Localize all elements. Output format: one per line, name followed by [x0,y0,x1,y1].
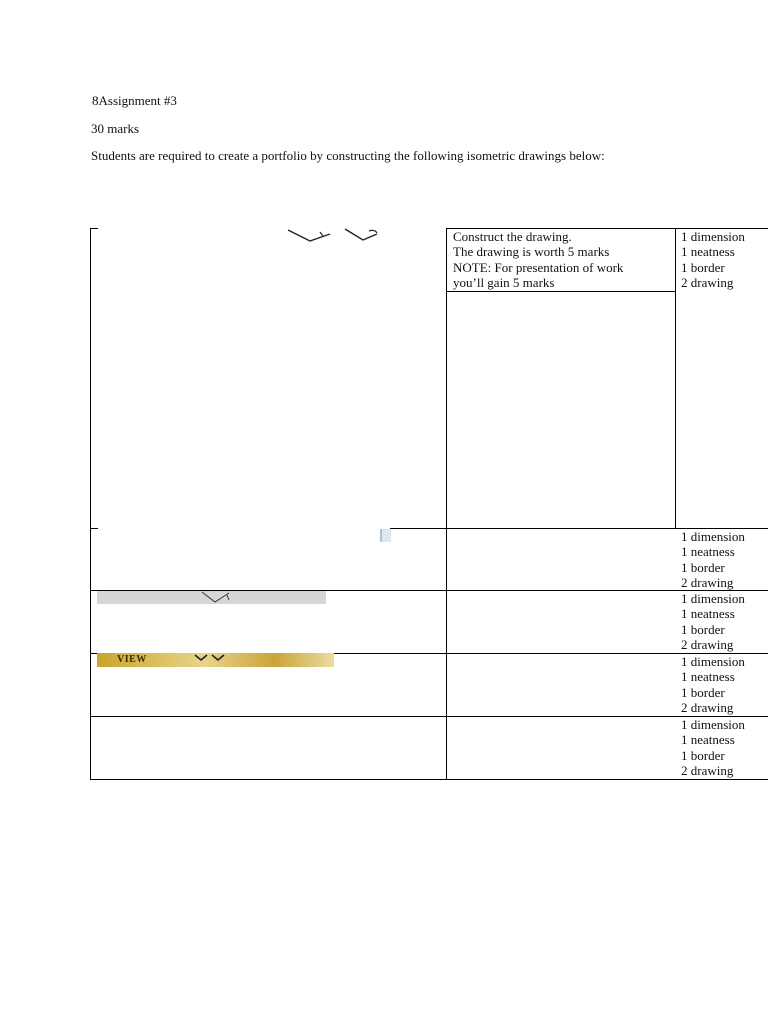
grey-image-strip [97,591,326,604]
rubric-border: 1 border [681,685,725,700]
rubric-dimension: 1 dimension [681,717,745,732]
table-left-border [90,228,91,780]
instruction-cell-divider [446,291,675,292]
column-divider-2 [675,228,676,528]
rubric-neatness: 1 neatness [681,732,735,747]
rubric-dimension: 1 dimension [681,654,745,669]
table-bottom-border [90,779,768,780]
instructions: Students are required to create a portfolio by constructing the following isometric drawings below: [91,148,605,163]
rubric-border: 1 border [681,260,725,275]
rubric-border: 1 border [681,748,725,763]
view-chevron-icon [197,590,247,606]
rubric-border: 1 border [681,560,725,575]
rubric-neatness: 1 neatness [681,669,735,684]
table-top-left-tick [90,228,98,229]
blue-mark [380,529,391,542]
row-tick [90,528,98,529]
rubric-drawing: 2 drawing [681,700,734,715]
rubric-dimension: 1 dimension [681,591,745,606]
total-marks: 30 marks [91,121,140,136]
rubric-dimension: 1 dimension [681,229,745,244]
view-label: VIEW [117,654,147,665]
rubric-neatness: 1 neatness [681,544,735,559]
row-divider-4 [90,716,768,717]
instruction-line-4: you’ll gain 5 marks [453,275,555,290]
column-divider-1 [446,228,447,780]
rubric-drawing: 2 drawing [681,763,734,778]
rubric-drawing: 2 drawing [681,637,734,652]
double-chevron-icon [192,653,232,665]
rubric-drawing: 2 drawing [681,275,734,290]
drawings-table [90,228,768,780]
isometric-sketch-fragment [285,226,395,246]
rubric-neatness: 1 neatness [681,244,735,259]
rubric-neatness: 1 neatness [681,606,735,621]
rubric-dimension: 1 dimension [681,529,745,544]
instruction-line-1: Construct the drawing. [453,229,572,244]
rubric-border: 1 border [681,622,725,637]
rubric-drawing: 2 drawing [681,575,734,590]
assignment-title: 8Assignment #3 [92,93,177,108]
tiny-caption: . [108,717,109,722]
instruction-line-2: The drawing is worth 5 marks [453,244,610,259]
instruction-line-3: NOTE: For presentation of work [453,260,624,275]
gold-image-strip [97,653,334,667]
